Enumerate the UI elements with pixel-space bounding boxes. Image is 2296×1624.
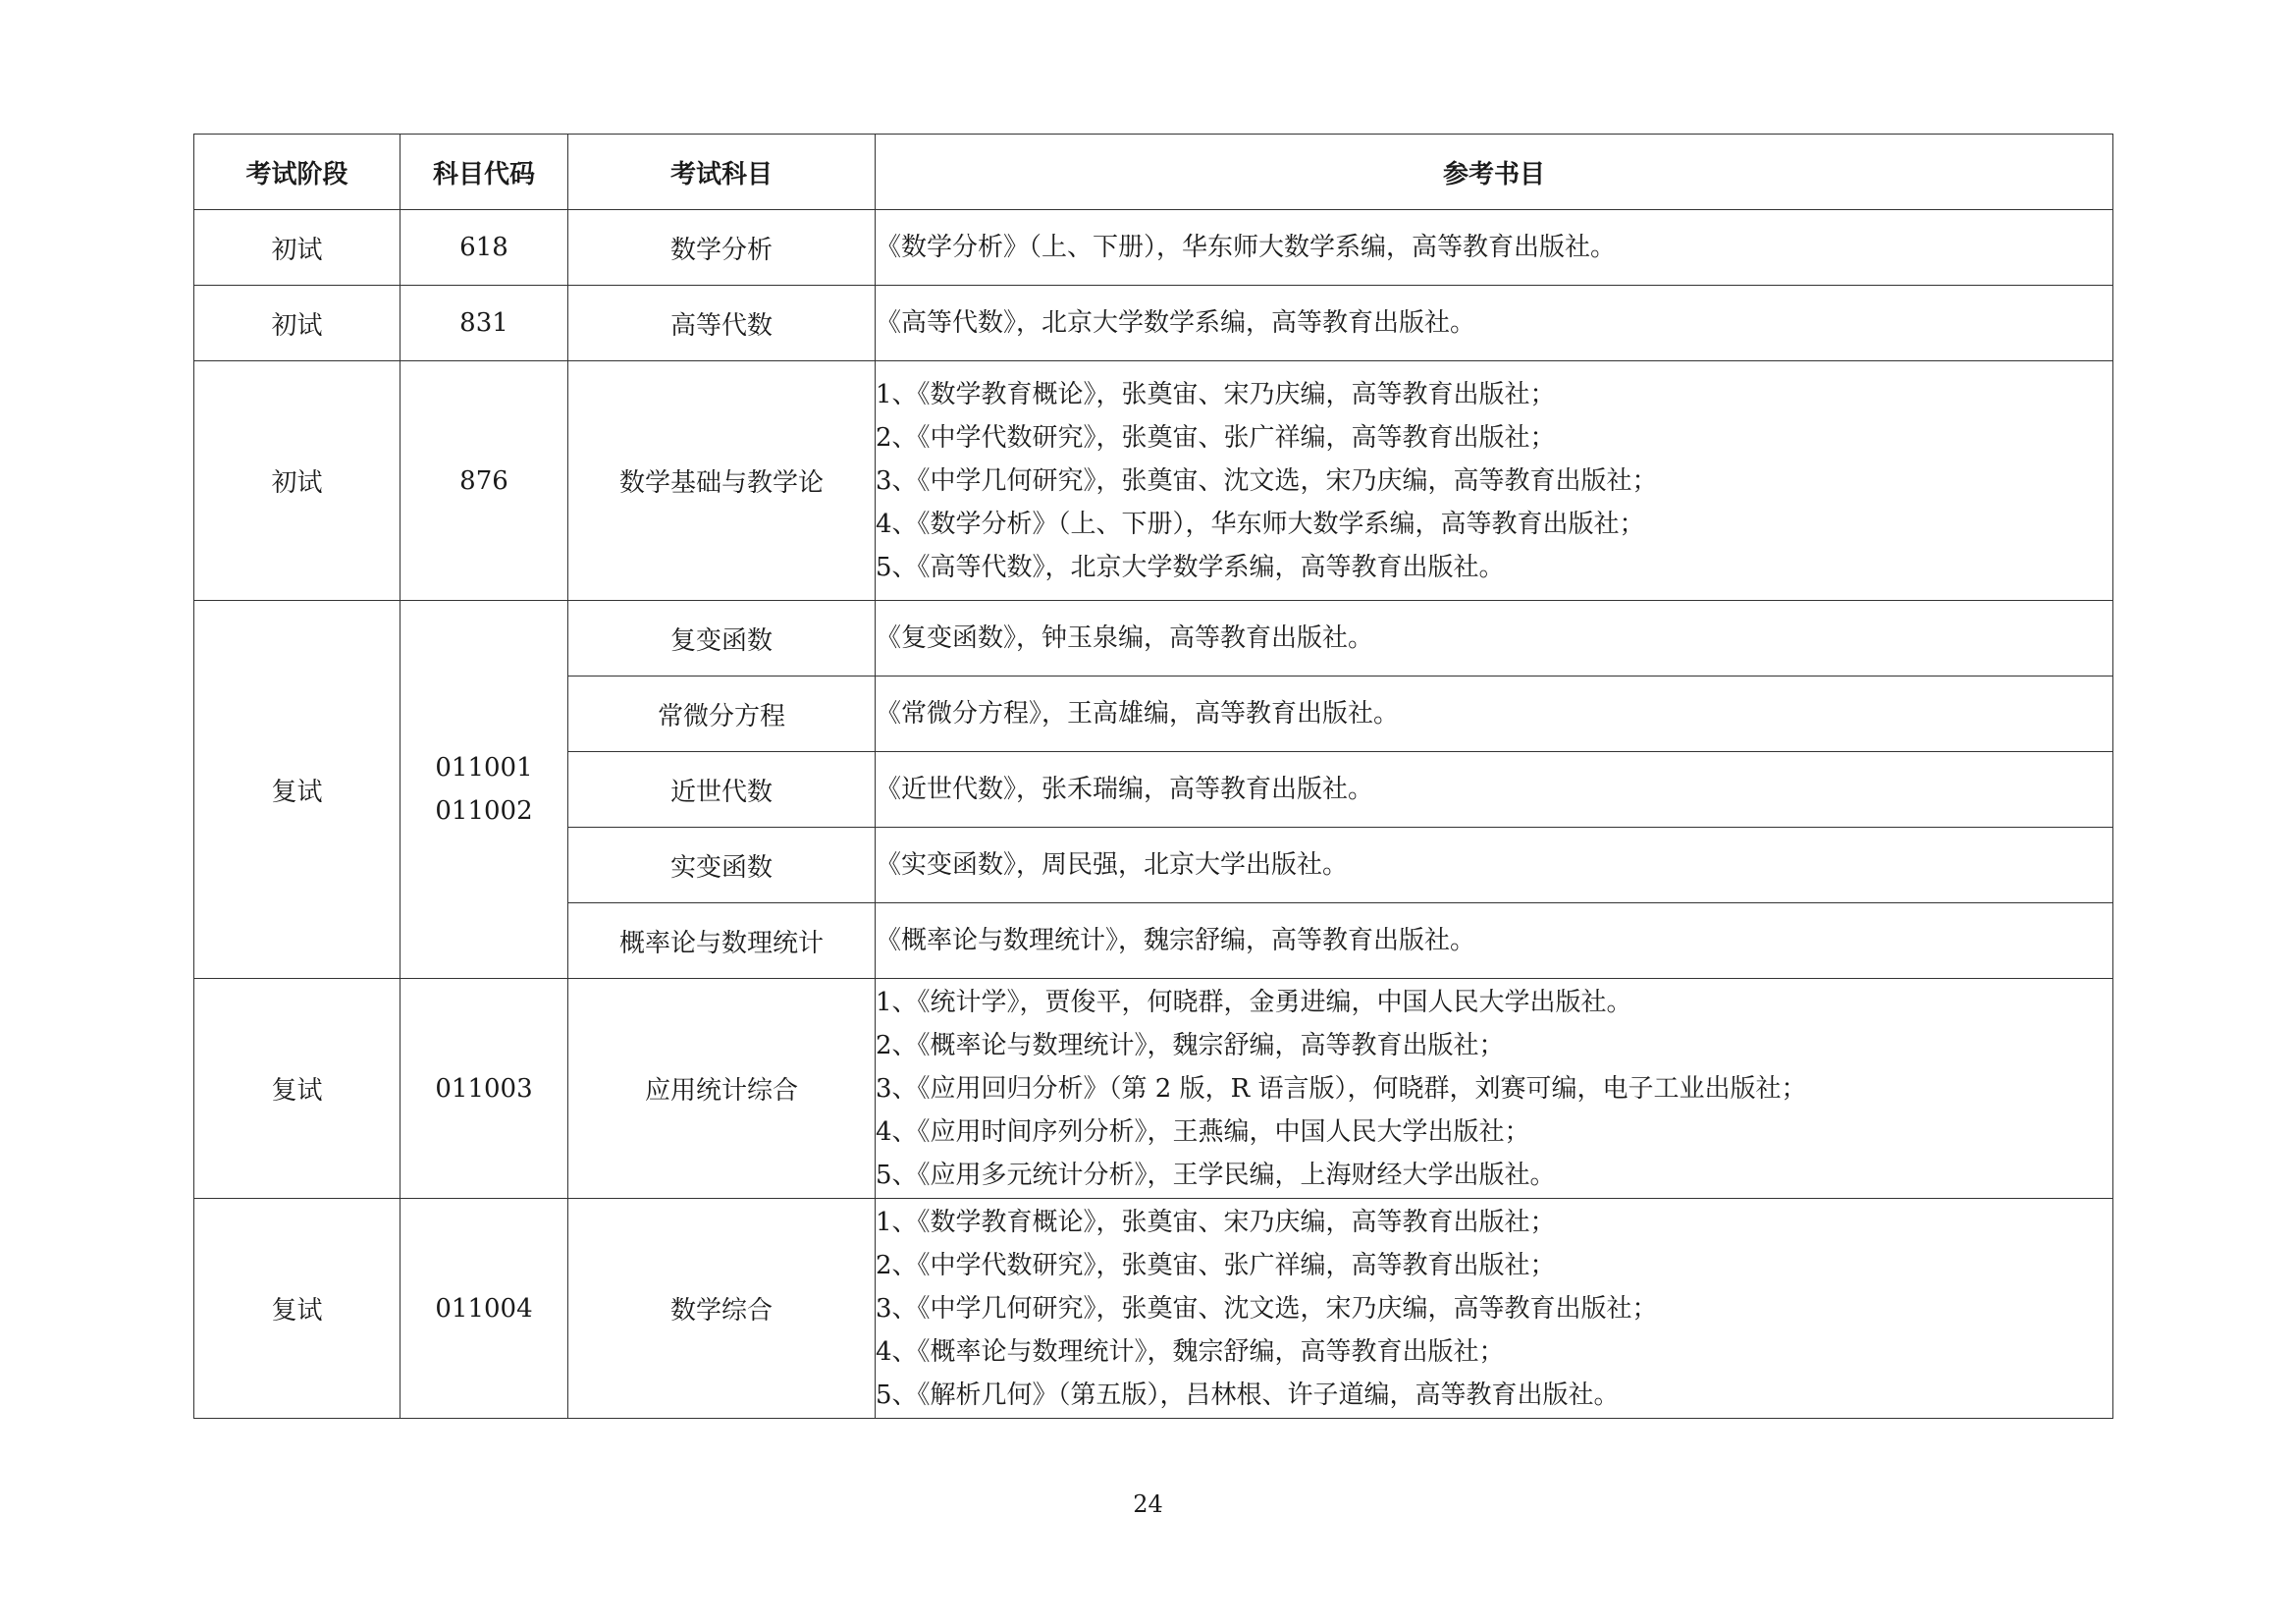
books-cell [876, 210, 2113, 286]
table-row [194, 601, 2113, 677]
books-cell [876, 1199, 2113, 1419]
table-row [194, 286, 2113, 361]
code-entry: 011002 [435, 796, 533, 826]
stage-cell: 复试 [194, 1199, 400, 1419]
code-entry: 011001 [435, 753, 533, 783]
stage-cell: 初试 [194, 361, 400, 601]
header-code: 科目代码 [400, 135, 568, 210]
book-entry: 《高等代数》，北京大学数学系编，高等教育出版社。 [876, 308, 1476, 338]
book-entry: 《概率论与数理统计》，魏宗舒编，高等教育出版社。 [876, 926, 1476, 955]
subject-cell: 高等代数 [568, 286, 876, 361]
book-entry: 3、《应用回归分析》（第 2 版，R 语言版），何晓群，刘赛可编，电子工业出版社； [876, 1073, 1807, 1104]
books-cell [876, 286, 2113, 361]
code-cell: 618 [400, 210, 568, 286]
book-entry: 5、《应用多元统计分析》，王学民编，上海财经大学出版社。 [876, 1160, 1556, 1190]
subject-cell: 近世代数 [568, 752, 876, 828]
subject-cell: 数学综合 [568, 1199, 876, 1419]
book-entry: 2、《概率论与数理统计》，魏宗舒编，高等教育出版社； [876, 1030, 1505, 1060]
stage-cell: 复试 [194, 979, 400, 1199]
code-cell: 011004 [400, 1199, 568, 1419]
subject-cell: 复变函数 [568, 601, 876, 677]
books-cell [876, 677, 2113, 752]
stage-cell: 初试 [194, 210, 400, 286]
book-entry: 2、《中学代数研究》，张奠宙、张广祥编，高等教育出版社； [876, 1250, 1556, 1280]
subject-cell: 概率论与数理统计 [568, 903, 876, 979]
table-row [194, 361, 2113, 601]
book-entry: 3、《中学几何研究》，张奠宙、沈文选，宋乃庆编，高等教育出版社； [876, 465, 1658, 496]
table-row [194, 979, 2113, 1199]
book-entry: 《数学分析》（上、下册），华东师大数学系编，高等教育出版社。 [876, 233, 1617, 262]
subject-cell: 常微分方程 [568, 677, 876, 752]
book-entry: 4、《应用时间序列分析》，王燕编，中国人民大学出版社； [876, 1116, 1530, 1147]
header-subject: 考试科目 [568, 135, 876, 210]
code-cell [400, 601, 568, 979]
book-entry: 《常微分方程》，王高雄编，高等教育出版社。 [876, 699, 1400, 729]
subject-cell: 实变函数 [568, 828, 876, 903]
table-row [194, 210, 2113, 286]
table-row [194, 1199, 2113, 1419]
books-cell [876, 752, 2113, 828]
books-cell [876, 828, 2113, 903]
book-entry: 5、《解析几何》（第五版），吕林根、许子道编，高等教育出版社。 [876, 1380, 1620, 1410]
books-cell [876, 979, 2113, 1199]
header-stage: 考试阶段 [194, 135, 400, 210]
subject-cell: 数学基础与教学论 [568, 361, 876, 601]
stage-cell: 复试 [194, 601, 400, 979]
book-entry: 2、《中学代数研究》，张奠宙、张广祥编，高等教育出版社； [876, 422, 1556, 453]
table-header-row [194, 135, 2113, 210]
book-entry: 《实变函数》，周民强，北京大学出版社。 [876, 850, 1349, 880]
book-entry: 3、《中学几何研究》，张奠宙、沈文选，宋乃庆编，高等教育出版社； [876, 1293, 1658, 1324]
book-entry: 《近世代数》，张禾瑞编，高等教育出版社。 [876, 775, 1374, 804]
book-entry: 1、《数学教育概论》，张奠宙、宋乃庆编，高等教育出版社； [876, 1207, 1556, 1237]
books-cell [876, 601, 2113, 677]
book-entry: 1、《数学教育概论》，张奠宙、宋乃庆编，高等教育出版社； [876, 379, 1556, 409]
code-cell: 831 [400, 286, 568, 361]
subject-cell: 应用统计综合 [568, 979, 876, 1199]
exam-reference-table [193, 134, 2113, 1419]
stage-cell: 初试 [194, 286, 400, 361]
header-books: 参考书目 [876, 135, 2113, 210]
book-entry: 5、《高等代数》，北京大学数学系编，高等教育出版社。 [876, 552, 1505, 582]
book-entry: 《复变函数》，钟玉泉编，高等教育出版社。 [876, 623, 1374, 653]
book-entry: 1、《统计学》，贾俊平，何晓群，金勇进编，中国人民大学出版社。 [876, 987, 1632, 1017]
page-number: 24 [1133, 1490, 1163, 1518]
book-entry: 4、《概率论与数理统计》，魏宗舒编，高等教育出版社； [876, 1336, 1505, 1367]
subject-cell: 数学分析 [568, 210, 876, 286]
book-entry: 4、《数学分析》（上、下册），华东师大数学系编，高等教育出版社； [876, 509, 1645, 539]
code-cell: 011003 [400, 979, 568, 1199]
books-cell [876, 903, 2113, 979]
code-cell: 876 [400, 361, 568, 601]
books-cell [876, 361, 2113, 601]
